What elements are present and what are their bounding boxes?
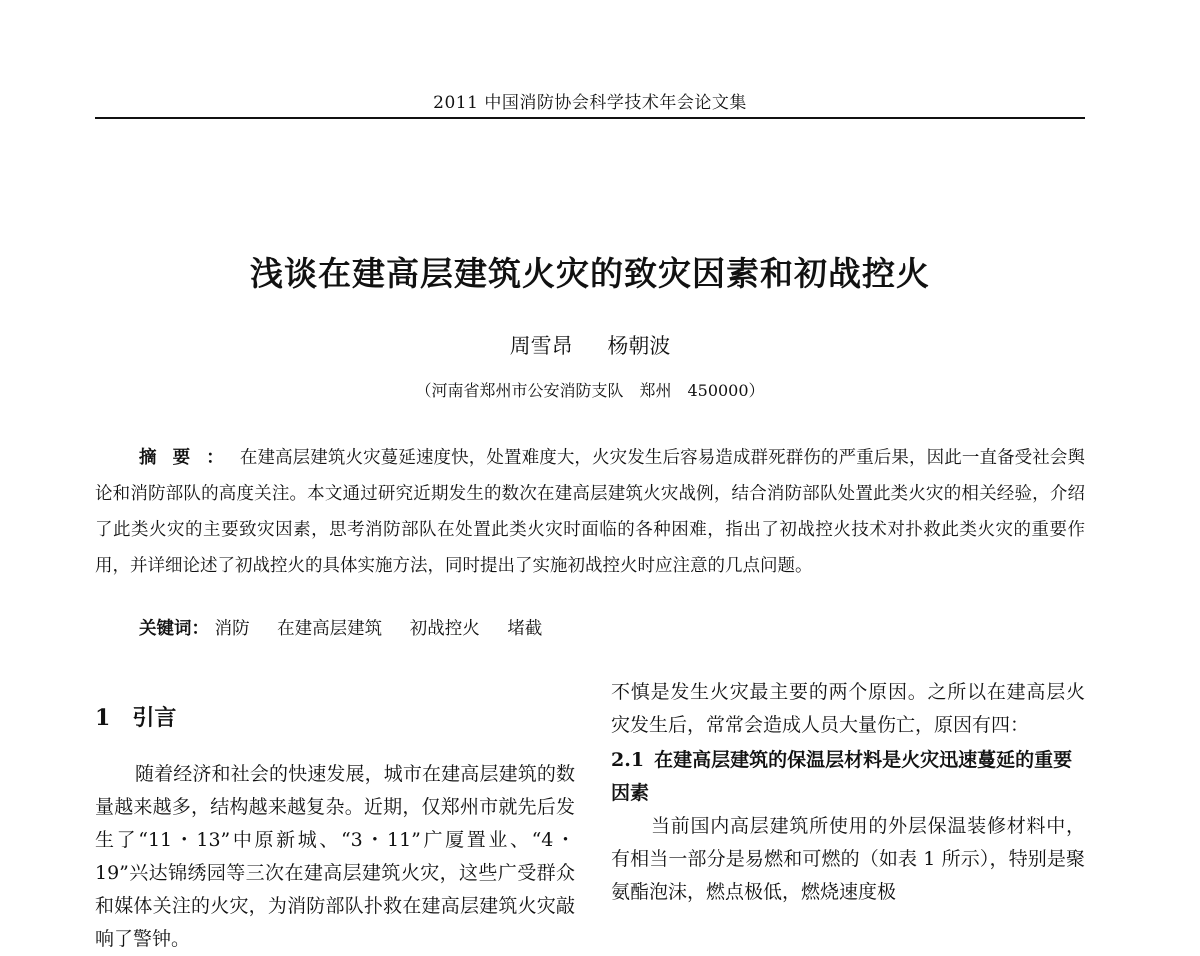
abstract-label: 摘要： [139,448,240,468]
keywords-label: 关键词： [139,619,209,639]
keyword: 消防 [214,619,250,639]
section-heading [95,700,575,736]
section-number: 1 [95,705,111,731]
keyword: 堵截 [507,619,543,639]
abstract-text: 在建高层建筑火灾蔓延速度快，处置难度大，火灾发生后容易造成群死群伤的严重后果，因此一直备受社会舆论和消防部队的高度关注。本文通过研究近期发生的数次在建高层建筑火灾战例，结合消防部队处置此类火灾的相关经验，介绍了此类火灾的主要致灾因素，思考消防部队在处置此类火灾时面临的各种困难，指出了初战控火技术对扑救此类火灾的重要作用，并详细论述了初战控火的具体实施方法，同时提出了实施初战控火时应注意的几点问题。 [95,448,1086,576]
subsection-heading [611,744,1085,810]
keyword: 在建高层建筑 [277,619,383,639]
header-rule [95,117,1085,119]
subsection-title: 在建高层建筑的保温层材料是火灾迅速蔓延的重要因素 [611,749,1073,804]
body-paragraph: 不慎是发生火灾最主要的两个原因。之所以在建高层火灾发生后，常常会造成人员大量伤亡，原因有四： [611,681,1085,736]
running-header: 2011 中国消防协会科学技术年会论文集 [433,93,747,113]
left-column [95,700,575,956]
authors [95,330,1085,360]
section-title: 引言 [132,705,177,731]
author-name: 周雪昂 [509,334,573,358]
keywords [139,616,1079,642]
body-paragraph: 当前国内高层建筑所使用的外层保温装修材料中，有相当一部分是易燃和可燃的（如表 1 所示），特别是聚氨酯泡沫，燃点极低，燃烧速度极 [611,815,1085,903]
abstract [95,440,1085,584]
keyword: 初战控火 [409,619,480,639]
subsection-number: 2.1 [611,749,645,771]
right-column [611,676,1085,909]
affiliation: （河南省郑州市公安消防支队 郑州 450000） [415,381,765,400]
author-name: 杨朝波 [607,334,671,358]
paper-title: 浅谈在建高层建筑火灾的致灾因素和初战控火 [250,254,930,293]
body-paragraph: 随着经济和社会的快速发展，城市在建高层建筑的数量越来越多，结构越来越复杂。近期，仅郑州市就先后发生了“11・13”中原新城、“3・11”广厦置业、“4・19”兴达锦绣园等三次在建高层建筑火灾，这些广受群众和媒体关注的火灾，为消防部队扑救在建高层建筑火灾敲响了警钟。 [95,763,575,950]
